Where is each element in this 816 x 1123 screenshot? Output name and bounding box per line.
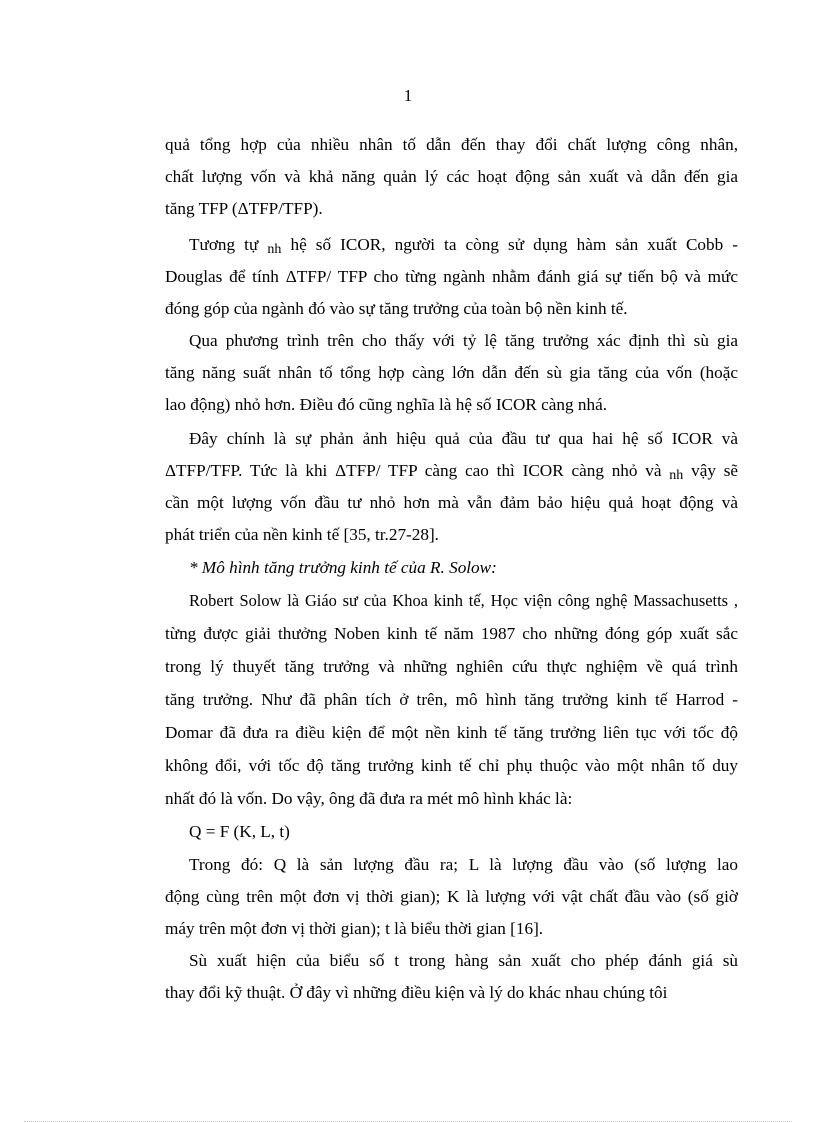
text-line: Robert Solow là Giáo sư của Khoa kinh tế, Học viện công nghệ Massachusetts , bbox=[189, 591, 738, 610]
page-number: 1 bbox=[403, 86, 413, 105]
section-heading: * Mô hình tăng trưởng kinh tế của R. Solow: bbox=[189, 558, 497, 577]
text-line: tăng năng suất nhân tố tổng hợp càng lớn dẫn đến sù gia tăng của vốn (hoặc bbox=[165, 363, 738, 382]
text-line: từng được giải thưởng Noben kinh tế năm 1987 cho những đóng góp xuất sắc bbox=[165, 624, 738, 643]
text-line: Sù xuất hiện của biểu số t trong hàng sản xuất cho phép đánh giá sù bbox=[189, 951, 738, 970]
formula: Q = F (K, L, t) bbox=[189, 822, 290, 841]
text-line: không đổi, với tốc độ tăng trưởng kinh tế chỉ phụ thuộc vào một nhân tố duy bbox=[165, 756, 738, 775]
text-line: Douglas để tính ΔTFP/ TFP cho từng ngành nhằm đánh giá sự tiến bộ và mức bbox=[165, 267, 738, 286]
text-line: Qua phương trình trên cho thấy với tỷ lệ tăng trưởng xác định thì sù gia bbox=[189, 331, 738, 350]
text-line: động cùng trên một đơn vị thời gian); K là lượng với vật chất đầu vào (số giờ bbox=[165, 887, 738, 906]
text-line bbox=[189, 234, 738, 258]
text-line: quả tổng hợp của nhiều nhân tố dẫn đến thay đổi chất lượng công nhân, bbox=[165, 135, 738, 154]
text-line: chất lượng vốn và khả năng quản lý các hoạt động sản xuất và dẫn đến gia bbox=[165, 167, 738, 186]
text-line: Đây chính là sự phản ảnh hiệu quả của đầu tư qua hai hệ số ICOR và bbox=[189, 429, 738, 448]
text-line: Domar đã đưa ra điều kiện để một nền kinh tế tăng trưởng liên tục với tốc độ bbox=[165, 723, 738, 742]
text-line bbox=[165, 460, 738, 484]
page-border bbox=[24, 1121, 792, 1122]
text-fragment: ΔTFP/TFP. Tức là khi ΔTFP/ TFP càng cao thì ICOR càng nhỏ và bbox=[165, 461, 662, 480]
text-line: cần một lượng vốn đầu tư nhỏ hơn mà vẫn đảm bảo hiệu quả hoạt động và bbox=[165, 493, 738, 512]
text-line: thay đổi kỹ thuật. Ở đây vì những điều kiện và lý do khác nhau chúng tôi bbox=[165, 983, 668, 1002]
subscript-fragment: nh bbox=[267, 242, 282, 257]
text-line: nhất đó là vốn. Do vậy, ông đã đưa ra mét mô hình khác là: bbox=[165, 789, 573, 808]
text-line: đóng góp của ngành đó vào sự tăng trưởng của toàn bộ nền kinh tế. bbox=[165, 299, 628, 318]
text-fragment: hệ số ICOR, người ta còng sử dụng hàm sản xuất Cobb - bbox=[290, 235, 739, 254]
text-line: tăng trưởng. Như đã phân tích ở trên, mô hình tăng trưởng kinh tế Harrod - bbox=[165, 690, 738, 709]
text-line: trong lý thuyết tăng trưởng và những nghiên cứu thực nghiệm về quá trình bbox=[165, 657, 738, 676]
text-fragment: Tương tự bbox=[189, 235, 259, 254]
text-fragment: vậy sẽ bbox=[691, 461, 739, 480]
text-line: lao động) nhỏ hơn. Điều đó cũng nghĩa là hệ số ICOR càng nhá. bbox=[165, 395, 608, 414]
text-line: máy trên một đơn vị thời gian); t là biểu thời gian [16]. bbox=[165, 919, 544, 938]
text-line: phát triển của nền kinh tế [35, tr.27-28]. bbox=[165, 525, 439, 544]
text-line: Trong đó: Q là sản lượng đầu ra; L là lượng đầu vào (số lượng lao bbox=[189, 855, 738, 874]
text-line: tăng TFP (ΔTFP/TFP). bbox=[165, 199, 323, 218]
subscript-fragment: nh bbox=[669, 468, 684, 483]
